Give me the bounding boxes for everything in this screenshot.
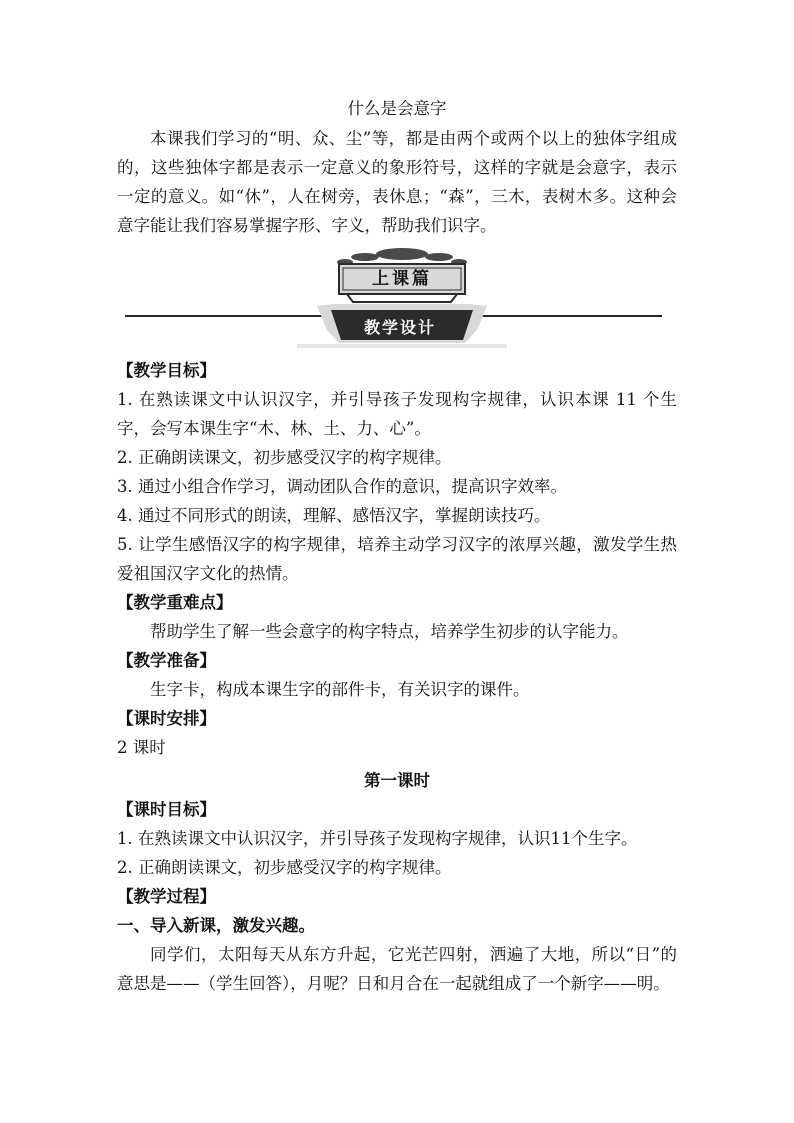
step1-text: 同学们，太阳每天从东方升起，它光芒四射，洒遍了大地，所以“日”的意思是——（学生回答），月呢？日和月合在一起就组成了一个新字——明。 (117, 945, 677, 993)
goal-item: 2. 正确朗读课文，初步感受汉字的构字规律。 (117, 448, 452, 467)
lesson1-title: 第一课时 (364, 771, 430, 790)
difficulty-text: 帮助学生了解一些会意字的构字特点，培养学生初步的认字能力。 (150, 622, 629, 641)
banner-label-top: 上课篇 (372, 269, 432, 289)
process-heading: 【教学过程】 (117, 887, 216, 906)
preparation-text: 生字卡，构成本课生字的部件卡，有关识字的课件。 (150, 680, 530, 699)
schedule-text: 2 课时 (117, 738, 166, 757)
goal-item: 3. 通过小组合作学习，调动团队合作的意识，提高识字效率。 (117, 477, 567, 496)
goal-item: 4. 通过不同形式的朗读，理解、感悟汉字，掌握朗读技巧。 (117, 506, 551, 525)
lesson-goal-item: 2. 正确朗读课文，初步感受汉字的构字规律。 (117, 858, 452, 877)
goal-item: 5. 让学生感悟汉字的构字规律，培养主动学习汉字的浓厚兴趣，激发学生热爱祖国汉字文化的热情。 (117, 535, 677, 583)
schedule-heading: 【课时安排】 (117, 709, 216, 728)
lesson-goals-heading: 【课时目标】 (117, 800, 216, 819)
document-page (117, 94, 677, 998)
goals-heading: 【教学目标】 (117, 361, 216, 380)
difficulty-heading: 【教学重难点】 (117, 593, 233, 612)
preparation-heading: 【教学准备】 (117, 651, 216, 670)
section-banner (117, 244, 677, 356)
goal-item: 1. 在熟读课文中认识汉字，并引导孩子发现构字规律，认识本课 11 个生字，会写本课生字“木、林、土、力、心”。 (117, 390, 677, 438)
lesson-goal-item: 1. 在熟读课文中认识汉字，并引导孩子发现构字规律，认识11个生字。 (117, 829, 638, 848)
step1-heading: 一、导入新课，激发兴趣。 (117, 916, 315, 935)
banner-label-bottom: 教学设计 (363, 318, 436, 337)
intro-paragraph: 本课我们学习的“明、众、尘”等，都是由两个或两个以上的独体字组成的，这些独体字都是表示一定意义的象形符号，这样的字就是会意字，表示一定的意义。如“休”，人在树旁，表休息；“森”，三木，表树木多。这种会意字能让我们容易掌握字形、字义，帮助我们识字。 (117, 129, 677, 235)
intro-title: 什么是会意字 (347, 99, 447, 118)
